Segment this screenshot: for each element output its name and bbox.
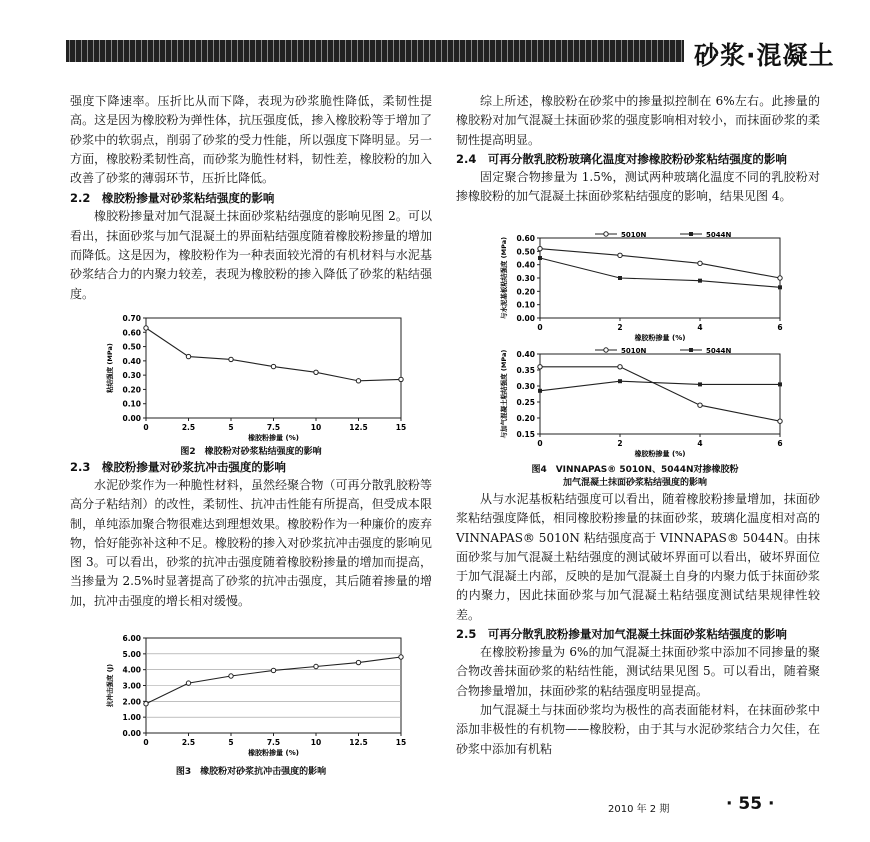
data-point [271,668,275,672]
page-number: · 55 · [726,794,775,814]
x-axis-label: 橡胶粉掺量 (%) [248,434,299,442]
series-line [540,367,780,421]
data-point [229,357,233,361]
data-point [399,377,403,381]
section-heading-2-5: 2.5 可再分散乳胶粉掺量对加气混凝土抹面砂浆粘结强度的影响 [456,627,787,642]
y-tick-label: 0.30 [516,274,535,283]
data-point [618,365,622,369]
x-tick-label: 2 [617,323,623,332]
paragraph: 综上所述，橡胶粉在砂浆中的掺量拟控制在 6%左右。此掺量的橡胶粉对加气混凝土抹面砂浆的强度影响相对较小，而抹面砂浆的柔韧性提高明显。 [456,94,820,147]
y-tick-label: 2.00 [122,697,141,707]
x-tick-label: 0 [537,323,543,332]
section-heading-2-4: 2.4 可再分散乳胶粉玻璃化温度对掺橡胶粉砂浆粘结强度的影响 [456,151,787,166]
data-point [314,664,318,668]
data-point [356,379,360,383]
series-line [540,249,780,278]
data-point [271,364,275,368]
x-tick-label: 6 [777,323,783,332]
data-point [186,354,190,358]
figure-4a-chart [470,226,800,344]
section-title: 砂浆·混凝土 [694,41,835,70]
x-tick-label: 7.5 [266,738,281,747]
x-tick-label: 2.5 [181,423,196,432]
figure-2-chart [86,310,416,442]
data-point [618,379,622,383]
data-point [399,655,403,659]
data-point [538,365,542,369]
x-tick-label: 7.5 [266,423,281,432]
y-axis-label: 粘结强度 (MPa) [106,343,114,393]
y-tick-label: 0.10 [516,300,535,310]
y-tick-label: 5.00 [122,649,141,659]
data-point [144,326,148,330]
data-point [229,674,233,678]
y-tick-label: 0.50 [516,247,535,257]
y-tick-label: 0.00 [122,414,141,423]
x-axis-label: 橡胶粉掺量 (%) [634,334,686,342]
x-axis-label: 橡胶粉掺量 (%) [634,450,686,458]
x-tick-label: 5 [228,738,234,747]
data-point [689,232,693,236]
x-tick-label: 0 [143,738,149,747]
y-tick-label: 3.00 [122,681,141,691]
data-point [698,261,702,265]
fig4a-plot [499,231,783,342]
figure-4-caption-line-1: 图4 VINNAPAS® 5010N、5044N对掺橡胶粉 [531,465,739,475]
x-tick-label: 12.5 [349,738,368,747]
y-tick-label: 0.00 [516,314,535,323]
figure-4-caption [470,462,800,488]
data-point [778,276,782,280]
data-point [538,256,542,260]
legend-label: 5044N [706,231,732,239]
y-tick-label: 0.35 [516,366,535,375]
data-point [604,348,608,352]
x-tick-label: 10 [310,423,322,432]
legend-label: 5044N [706,347,732,355]
data-point [144,702,148,706]
y-tick-label: 1.00 [122,713,141,723]
paragraph: 从与水泥基板粘结强度可以看出，随着橡胶粉掺量增加，抹面砂浆粘结强度降低，相同橡胶粉掺量的抹面砂浆，玻璃化温度相对高的 VINNAPAS® 5010N 粘结强度高于 VINNAPAS® 5044N。由抹面砂浆与加气混凝土粘结强度的测试破坏界面可以看出，破坏界面位于加气混凝土内部，反映的是加气混凝土自身的内聚力低于抹面砂浆的内聚力，因此抹面砂浆与加气混凝土粘结强度测试结果规律性较差。 [456,492,820,622]
section-heading-2-2: 2.2 橡胶粉掺量对砂浆粘结强度的影响 [70,191,275,206]
paragraph: 水泥砂浆作为一种脆性材料，虽然经聚合物（可再分散乳胶粉等高分子粘结剂）的改性，柔韧性、抗冲击性能有所提高，但受成本限制，单纯添加聚合物很难达到理想效果。橡胶粉作为一种廉价的废弃物，恰好能弥补这种不足。橡胶粉的掺入对砂浆抗冲击强度的影响见图 3。可以看出，砂浆的抗冲击强度随着橡胶粉掺量的增加而提高，当掺量为 2.5%时显著提高了砂浆的抗冲击强度，其后随着掺量的增加，抗冲击强度的增长相对缓慢。 [70,478,432,608]
legend-label: 5010N [621,231,647,239]
paragraph: 加气混凝土与抹面砂浆均为极性的高表面能材料，在抹面砂浆中添加非极性的有机物——橡胶粉，由于其与水泥砂浆结合力欠佳，在砂浆中添加有机粘 [456,702,820,756]
data-point [689,348,693,352]
y-axis-label: 与水泥基板粘结强度 (MPa) [500,236,508,320]
figure-3-caption: 图3 橡胶粉对砂浆抗冲击强度的影响 [175,767,327,777]
series-line [540,258,780,287]
x-tick-label: 0 [143,423,149,432]
y-tick-label: 0.20 [516,414,535,423]
fig4b-plot [499,347,783,458]
data-point [618,276,622,280]
fig2-plot [105,314,406,442]
y-tick-label: 0.25 [516,398,535,407]
data-point [778,382,782,386]
left-column-bottom [70,458,432,611]
x-tick-label: 0 [537,439,543,448]
y-tick-label: 0.30 [122,371,141,381]
y-tick-label: 0.50 [122,342,141,352]
y-tick-label: 0.30 [516,382,535,391]
series-line [146,328,401,381]
y-tick-label: 6.00 [122,634,141,643]
x-axis-label: 橡胶粉掺量 (%) [248,749,299,757]
data-point [538,246,542,250]
x-tick-label: 6 [777,439,783,448]
data-point [186,681,190,685]
right-column-bottom [456,490,820,759]
y-tick-label: 0.40 [516,260,535,270]
paragraph: 强度下降速率。压折比从而下降，表现为砂浆脆性降低，柔韧性提高。这是因为橡胶粉为弹性体，抗压强度低，掺入橡胶粉等于增加了砂浆中的软弱点，削弱了砂浆的受力性能，所以强度下降明显。另一方面，橡胶粉柔韧性高，而砂浆为脆性材料，韧性差，橡胶粉的加入改善了砂浆的薄弱环节，压折比降低。 [70,94,432,186]
plot-frame [540,238,780,318]
y-tick-label: 0.40 [122,356,141,366]
series-line [146,657,401,704]
paragraph: 固定聚合物掺量为 1.5%，测试两种玻璃化温度不同的乳胶粉对掺橡胶粉的加气混凝土抹面砂浆粘结强度的影响，结果见图 4。 [456,169,820,204]
y-axis-label: 与加气混凝土粘结强度 (MPa) [500,349,508,439]
y-tick-label: 0.00 [122,729,141,738]
y-tick-label: 0.20 [122,385,141,395]
right-column-top [456,92,820,206]
figure-3-chart [86,630,416,758]
plot-frame [540,354,780,434]
data-point [778,419,782,423]
header-decor-bar [66,40,684,62]
x-tick-label: 15 [395,423,407,432]
x-tick-label: 5 [228,423,234,432]
paragraph: 在橡胶粉掺量为 6%的加气混凝土抹面砂浆中添加不同掺量的聚合物改善抹面砂浆的粘结性能，测试结果见图 5。可以看出，随着聚合物掺量增加，抹面砂浆的粘结强度明显提高。 [456,645,820,698]
fig3-plot [105,634,406,757]
x-tick-label: 10 [310,738,322,747]
section-heading-2-3: 2.3 橡胶粉掺量对砂浆抗冲击强度的影响 [70,460,286,474]
y-tick-label: 0.10 [122,399,141,409]
x-tick-label: 15 [395,738,407,747]
figure-4-caption-line-2: 加气混凝土抹面砂浆粘结强度的影响 [562,478,707,488]
data-point [356,660,360,664]
y-axis-label: 抗冲击强度 (J) [106,663,114,708]
data-point [698,382,702,386]
y-tick-label: 0.40 [516,350,535,359]
x-tick-label: 12.5 [349,423,368,432]
x-tick-label: 4 [697,439,703,448]
y-tick-label: 4.00 [122,665,141,675]
data-point [778,285,782,289]
x-tick-label: 4 [697,323,703,332]
left-column-top [70,92,432,304]
y-tick-label: 0.15 [516,430,535,439]
x-tick-label: 2 [617,439,623,448]
y-tick-label: 0.60 [516,234,535,243]
y-tick-label: 0.20 [516,287,535,297]
issue-date: 2010 年 2 期 [608,804,670,815]
data-point [538,389,542,393]
x-tick-label: 2.5 [181,738,196,747]
figure-2-caption: 图2 橡胶粉对砂浆粘结强度的影响 [180,447,322,457]
data-point [698,403,702,407]
y-tick-label: 0.70 [122,314,141,323]
paragraph: 橡胶粉掺量对加气混凝土抹面砂浆粘结强度的影响见图 2。可以看出，抹面砂浆与加气混凝土的界面粘结强度随着橡胶粉掺量的增加而降低。这是因为，橡胶粉作为一种表面较光滑的有机材料与水泥基砂浆结合力的内聚力较差，表现为橡胶粉的掺入降低了砂浆的粘结强度。 [70,209,432,301]
data-point [314,370,318,374]
data-point [698,279,702,283]
figure-4b-chart [470,344,800,462]
legend-label: 5010N [621,347,647,355]
data-point [604,232,608,236]
y-tick-label: 0.60 [122,328,141,338]
data-point [618,253,622,257]
